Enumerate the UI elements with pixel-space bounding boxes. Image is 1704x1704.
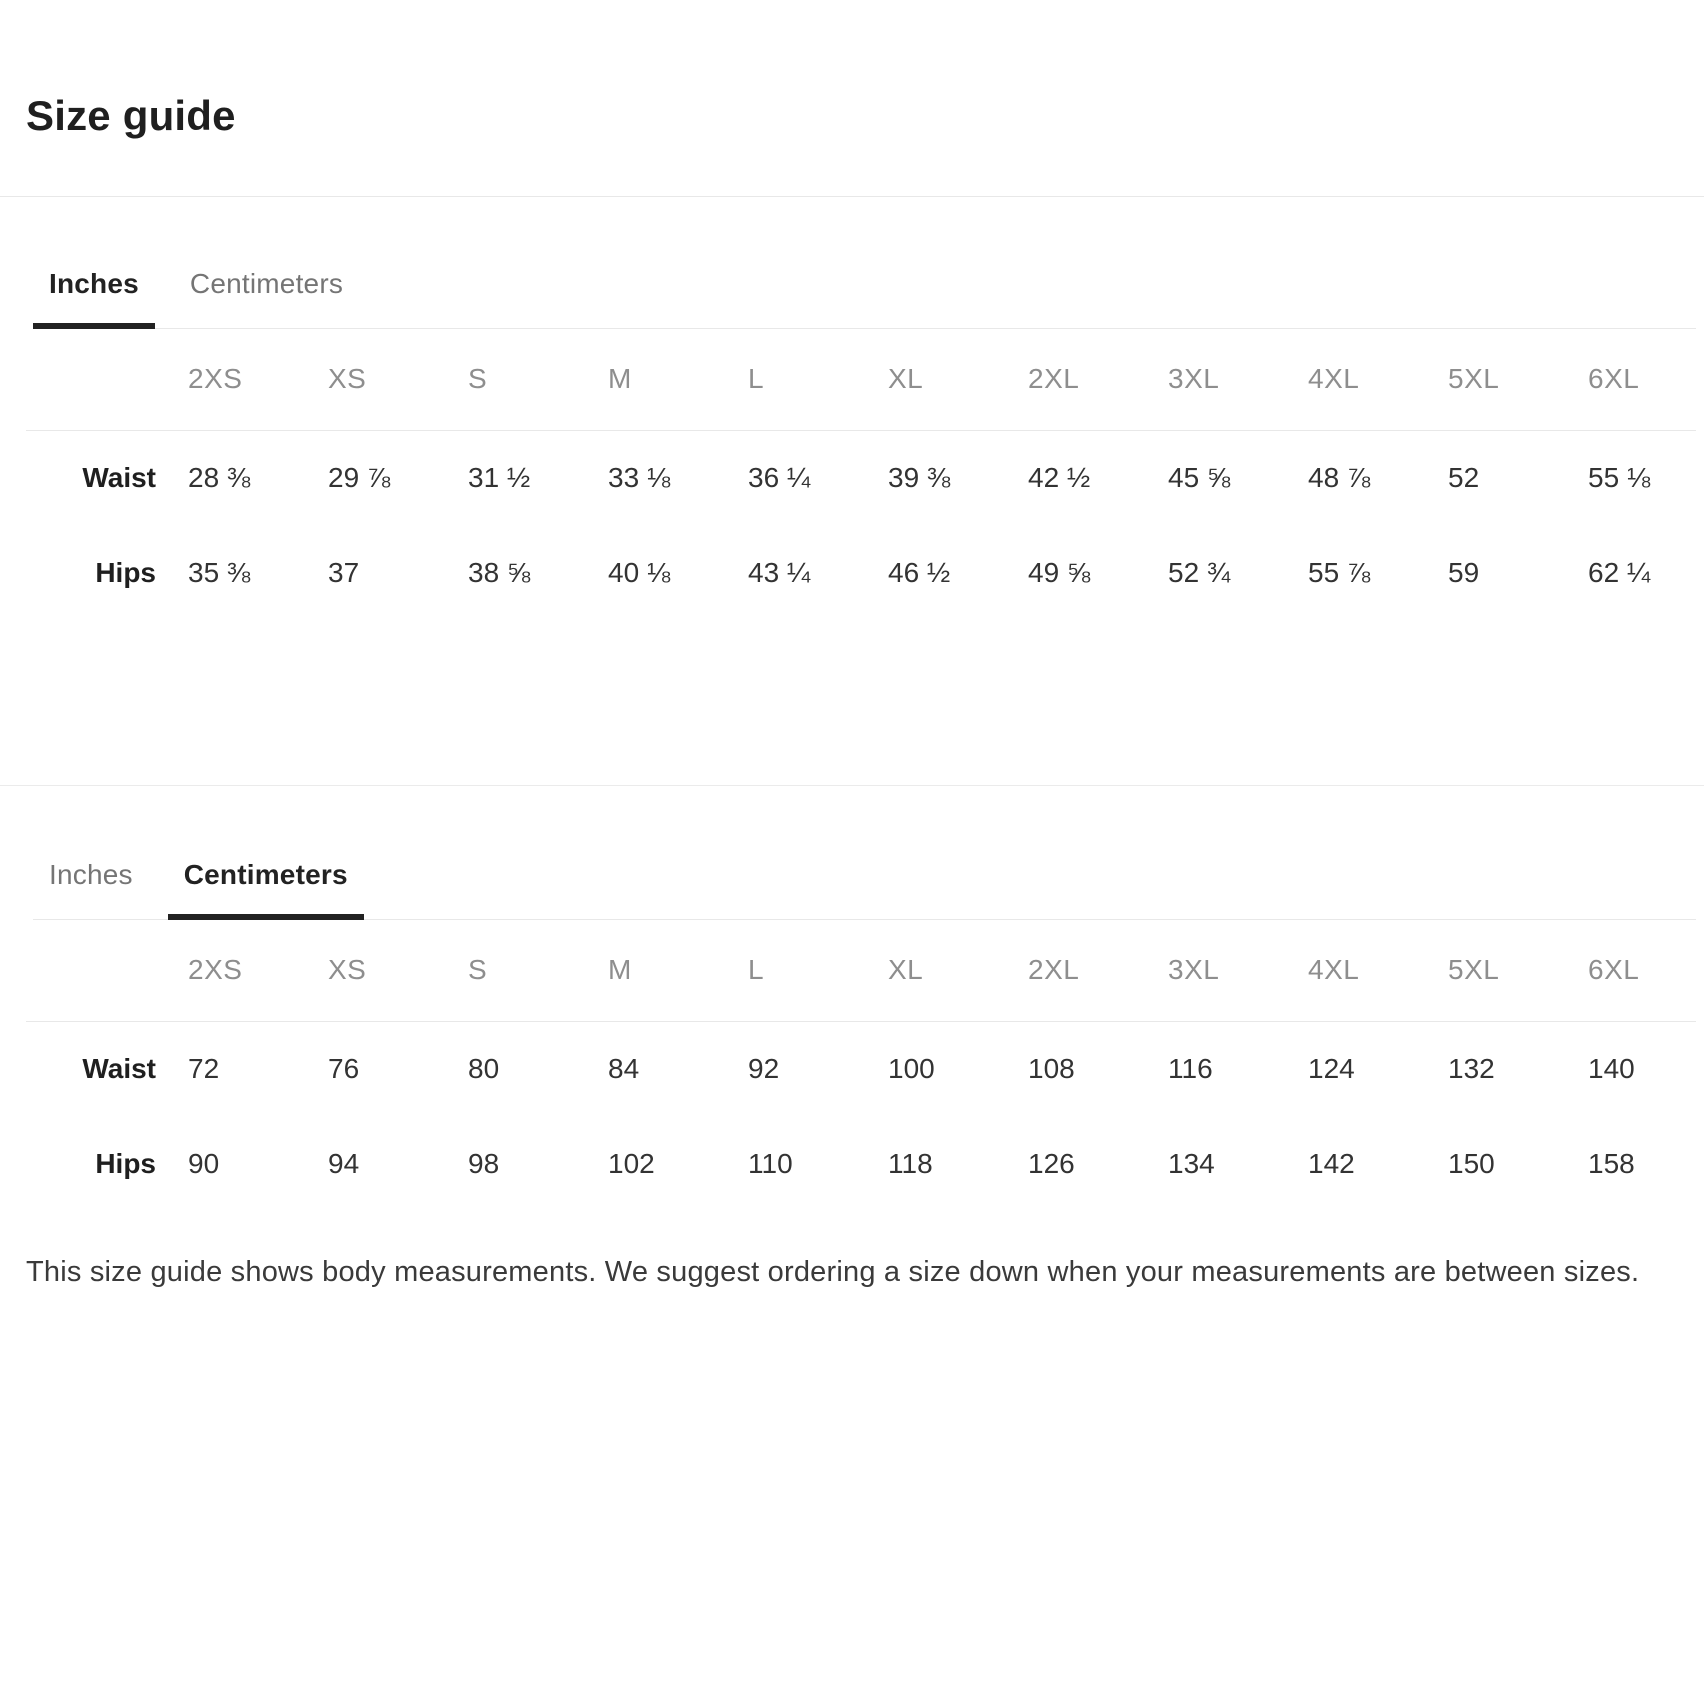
tab-centimeters[interactable]: Centimeters [174, 270, 359, 329]
size-column-header-xl: XL [856, 920, 996, 1022]
measurement-cell: 45 ⅝ [1168, 462, 1231, 494]
measurement-row-waist [26, 431, 1696, 527]
size-column-header-3xl: 3XL [1136, 920, 1276, 1022]
tab-inches[interactable]: Inches [33, 270, 155, 329]
measurement-cell: 29 ⅞ [328, 462, 391, 494]
size-column-header-l: L [716, 920, 856, 1022]
size-column-header-m: M [576, 329, 716, 431]
unit-tabs-inches-section [33, 197, 1696, 329]
size-table-centimeters [26, 920, 1696, 1212]
measurement-cell: 118 [888, 1148, 933, 1180]
measurement-cell: 126 [1028, 1148, 1075, 1180]
size-column-header-s: S [436, 920, 576, 1022]
measurement-cell: 84 [608, 1053, 640, 1085]
measurement-cell: 72 [188, 1053, 220, 1085]
size-column-header-xs: XS [296, 329, 436, 431]
measurement-cell: 37 [328, 557, 360, 589]
size-header-row [26, 329, 1696, 431]
measurement-cell: 52 ¾ [1168, 557, 1231, 589]
size-column-header-5xl: 5XL [1416, 920, 1556, 1022]
row-label-hips: Hips [95, 1148, 156, 1180]
size-column-header-2xl: 2XL [996, 920, 1136, 1022]
measurement-row-waist [26, 1022, 1696, 1118]
size-table-inches [26, 329, 1696, 621]
size-guide-section-inches [0, 197, 1704, 621]
measurement-cell: 102 [608, 1148, 655, 1180]
measurement-cell: 55 ⅛ [1588, 462, 1651, 494]
measurement-cell: 90 [188, 1148, 220, 1180]
measurement-cell: 52 [1448, 462, 1480, 494]
size-column-header-6xl: 6XL [1556, 920, 1696, 1022]
measurement-cell: 158 [1588, 1148, 1635, 1180]
measurement-cell: 39 ⅜ [888, 462, 951, 494]
measurement-row-hips [26, 1117, 1696, 1212]
measurement-row-hips [26, 526, 1696, 621]
size-column-header-2xl: 2XL [996, 329, 1136, 431]
measurement-cell: 36 ¼ [748, 462, 811, 494]
corner-cell [26, 329, 156, 431]
measurement-cell: 116 [1168, 1053, 1213, 1085]
size-note: This size guide shows body measurements. We suggest ordering a size down when your measurements are between sizes. [26, 1256, 1640, 1289]
size-column-header-xl: XL [856, 329, 996, 431]
size-column-header-xs: XS [296, 920, 436, 1022]
measurement-cell: 48 ⅞ [1308, 462, 1371, 494]
measurement-cell: 98 [468, 1148, 500, 1180]
measurement-cell: 46 ½ [888, 557, 951, 589]
measurement-cell: 33 ⅛ [608, 462, 671, 494]
row-label-waist: Waist [82, 1053, 156, 1085]
measurement-cell: 92 [748, 1053, 780, 1085]
measurement-cell: 132 [1448, 1053, 1495, 1085]
measurement-cell: 110 [748, 1148, 793, 1180]
size-column-header-4xl: 4XL [1276, 329, 1416, 431]
measurement-cell: 40 ⅛ [608, 557, 671, 589]
size-column-header-5xl: 5XL [1416, 329, 1556, 431]
size-column-header-m: M [576, 920, 716, 1022]
measurement-cell: 124 [1308, 1053, 1355, 1085]
measurement-cell: 76 [328, 1053, 360, 1085]
size-column-header-3xl: 3XL [1136, 329, 1276, 431]
measurement-cell: 59 [1448, 557, 1480, 589]
measurement-cell: 31 ½ [468, 462, 531, 494]
size-column-header-l: L [716, 329, 856, 431]
size-column-header-4xl: 4XL [1276, 920, 1416, 1022]
measurement-cell: 140 [1588, 1053, 1635, 1085]
measurement-cell: 150 [1448, 1148, 1495, 1180]
measurement-cell: 38 ⅝ [468, 557, 531, 589]
size-header-row [26, 920, 1696, 1022]
size-guide-section-centimeters [0, 786, 1704, 1212]
measurement-cell: 43 ¼ [748, 557, 811, 589]
size-column-header-6xl: 6XL [1556, 329, 1696, 431]
measurement-cell: 142 [1308, 1148, 1355, 1180]
corner-cell [26, 920, 156, 1022]
row-label-waist: Waist [82, 462, 156, 494]
measurement-cell: 80 [468, 1053, 500, 1085]
size-column-header-s: S [436, 329, 576, 431]
page-title: Size guide [26, 92, 236, 139]
tab-inches[interactable]: Inches [33, 861, 149, 920]
measurement-cell: 100 [888, 1053, 935, 1085]
measurement-cell: 94 [328, 1148, 360, 1180]
row-label-hips: Hips [95, 557, 156, 589]
measurement-cell: 35 ⅜ [188, 557, 251, 589]
tab-centimeters[interactable]: Centimeters [168, 861, 364, 920]
measurement-cell: 28 ⅜ [188, 462, 251, 494]
size-column-header-2xs: 2XS [156, 920, 296, 1022]
measurement-cell: 55 ⅞ [1308, 557, 1371, 589]
size-column-header-2xs: 2XS [156, 329, 296, 431]
measurement-cell: 49 ⅝ [1028, 557, 1091, 589]
measurement-cell: 42 ½ [1028, 462, 1091, 494]
measurement-cell: 134 [1168, 1148, 1215, 1180]
unit-tabs-centimeters-section [33, 786, 1696, 920]
measurement-cell: 62 ¼ [1588, 557, 1651, 589]
measurement-cell: 108 [1028, 1053, 1075, 1085]
